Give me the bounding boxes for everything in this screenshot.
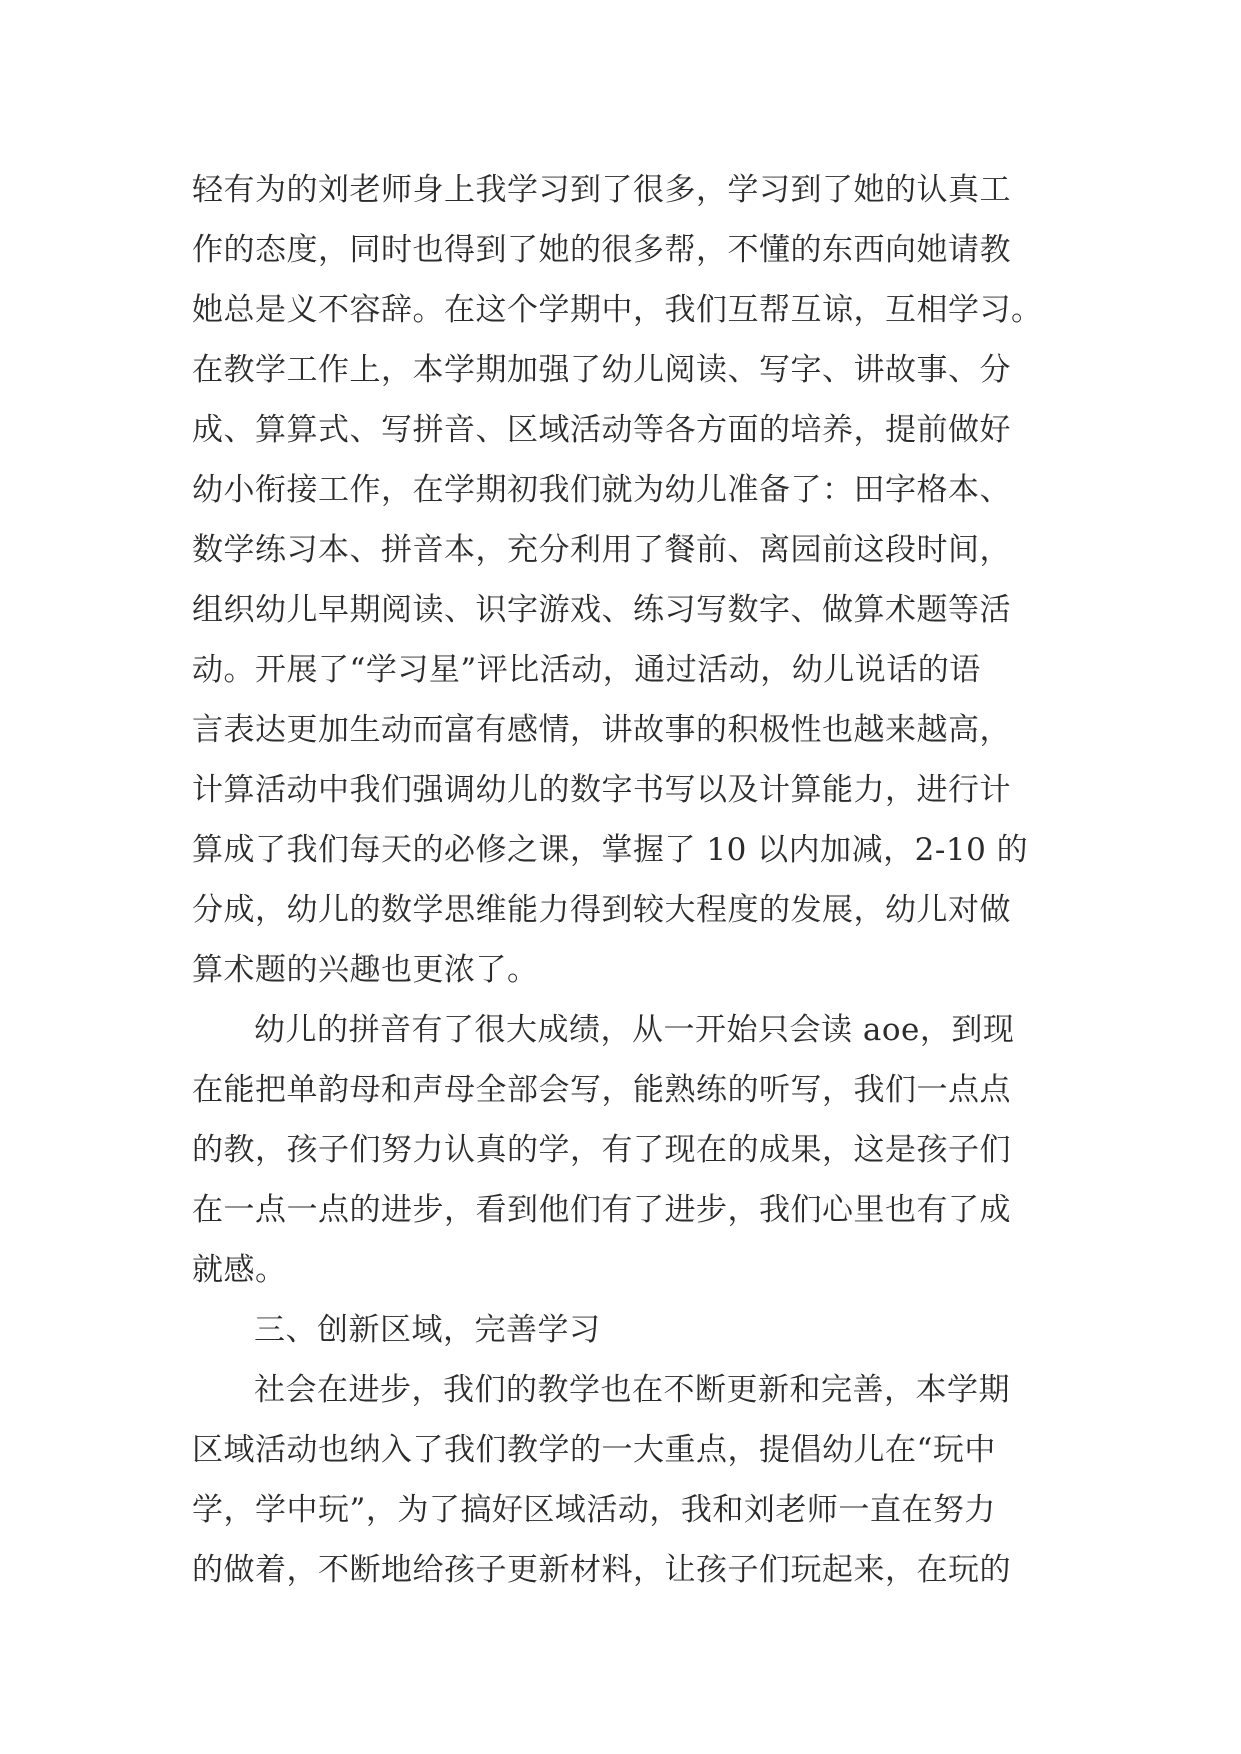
text-line: 在教学工作上，本学期加强了幼儿阅读、写字、讲故事、分	[192, 352, 1011, 388]
text-line: 算术题的兴趣也更浓了。	[192, 952, 539, 988]
text-line: 在能把单韵母和声母全部会写，能熟练的听写，我们一点点	[192, 1072, 1011, 1108]
paragraph-first-line: 社会在进步，我们的教学也在不断更新和完善，本学期	[254, 1372, 1010, 1408]
text-line: 她总是义不容辞。在这个学期中，我们互帮互谅，互相学习。	[192, 292, 1043, 328]
text-line: 数学练习本、拼音本，充分利用了餐前、离园前这段时间，	[192, 532, 1011, 568]
text-line: 学，学中玩”，为了搞好区域活动，我和刘老师一直在努力	[192, 1492, 996, 1528]
text-line: 幼小衔接工作，在学期初我们就为幼儿准备了：田字格本、	[192, 472, 1011, 508]
text-line: 轻有为的刘老师身上我学习到了很多，学习到了她的认真工	[192, 172, 1011, 208]
section-heading: 三、创新区域，完善学习	[254, 1312, 601, 1348]
paragraph-first-line: 幼儿的拼音有了很大成绩，从一开始只会读 aoe，到现	[254, 1012, 1015, 1048]
text-line: 作的态度，同时也得到了她的很多帮，不懂的东西向她请教	[192, 232, 1011, 268]
text-line: 算成了我们每天的必修之课，掌握了 10 以内加减，2-10 的	[192, 832, 1029, 868]
text-line: 在一点一点的进步，看到他们有了进步，我们心里也有了成	[192, 1192, 1011, 1228]
text-line: 计算活动中我们强调幼儿的数字书写以及计算能力，进行计	[192, 772, 1011, 808]
text-line: 组织幼儿早期阅读、识字游戏、练习写数字、做算术题等活	[192, 592, 1011, 628]
document-body	[192, 160, 1062, 1600]
text-line: 动。开展了“学习星”评比活动，通过活动，幼儿说话的语	[192, 652, 981, 688]
text-line: 的教，孩子们努力认真的学，有了现在的成果，这是孩子们	[192, 1132, 1011, 1168]
text-line: 就感。	[192, 1252, 287, 1288]
text-line: 分成，幼儿的数学思维能力得到较大程度的发展，幼儿对做	[192, 892, 1011, 928]
text-line: 的做着，不断地给孩子更新材料，让孩子们玩起来，在玩的	[192, 1552, 1011, 1588]
text-line: 言表达更加生动而富有感情，讲故事的积极性也越来越高，	[192, 712, 1011, 748]
text-line: 成、算算式、写拼音、区域活动等各方面的培养，提前做好	[192, 412, 1011, 448]
text-line: 区域活动也纳入了我们教学的一大重点，提倡幼儿在“玩中	[192, 1432, 996, 1468]
